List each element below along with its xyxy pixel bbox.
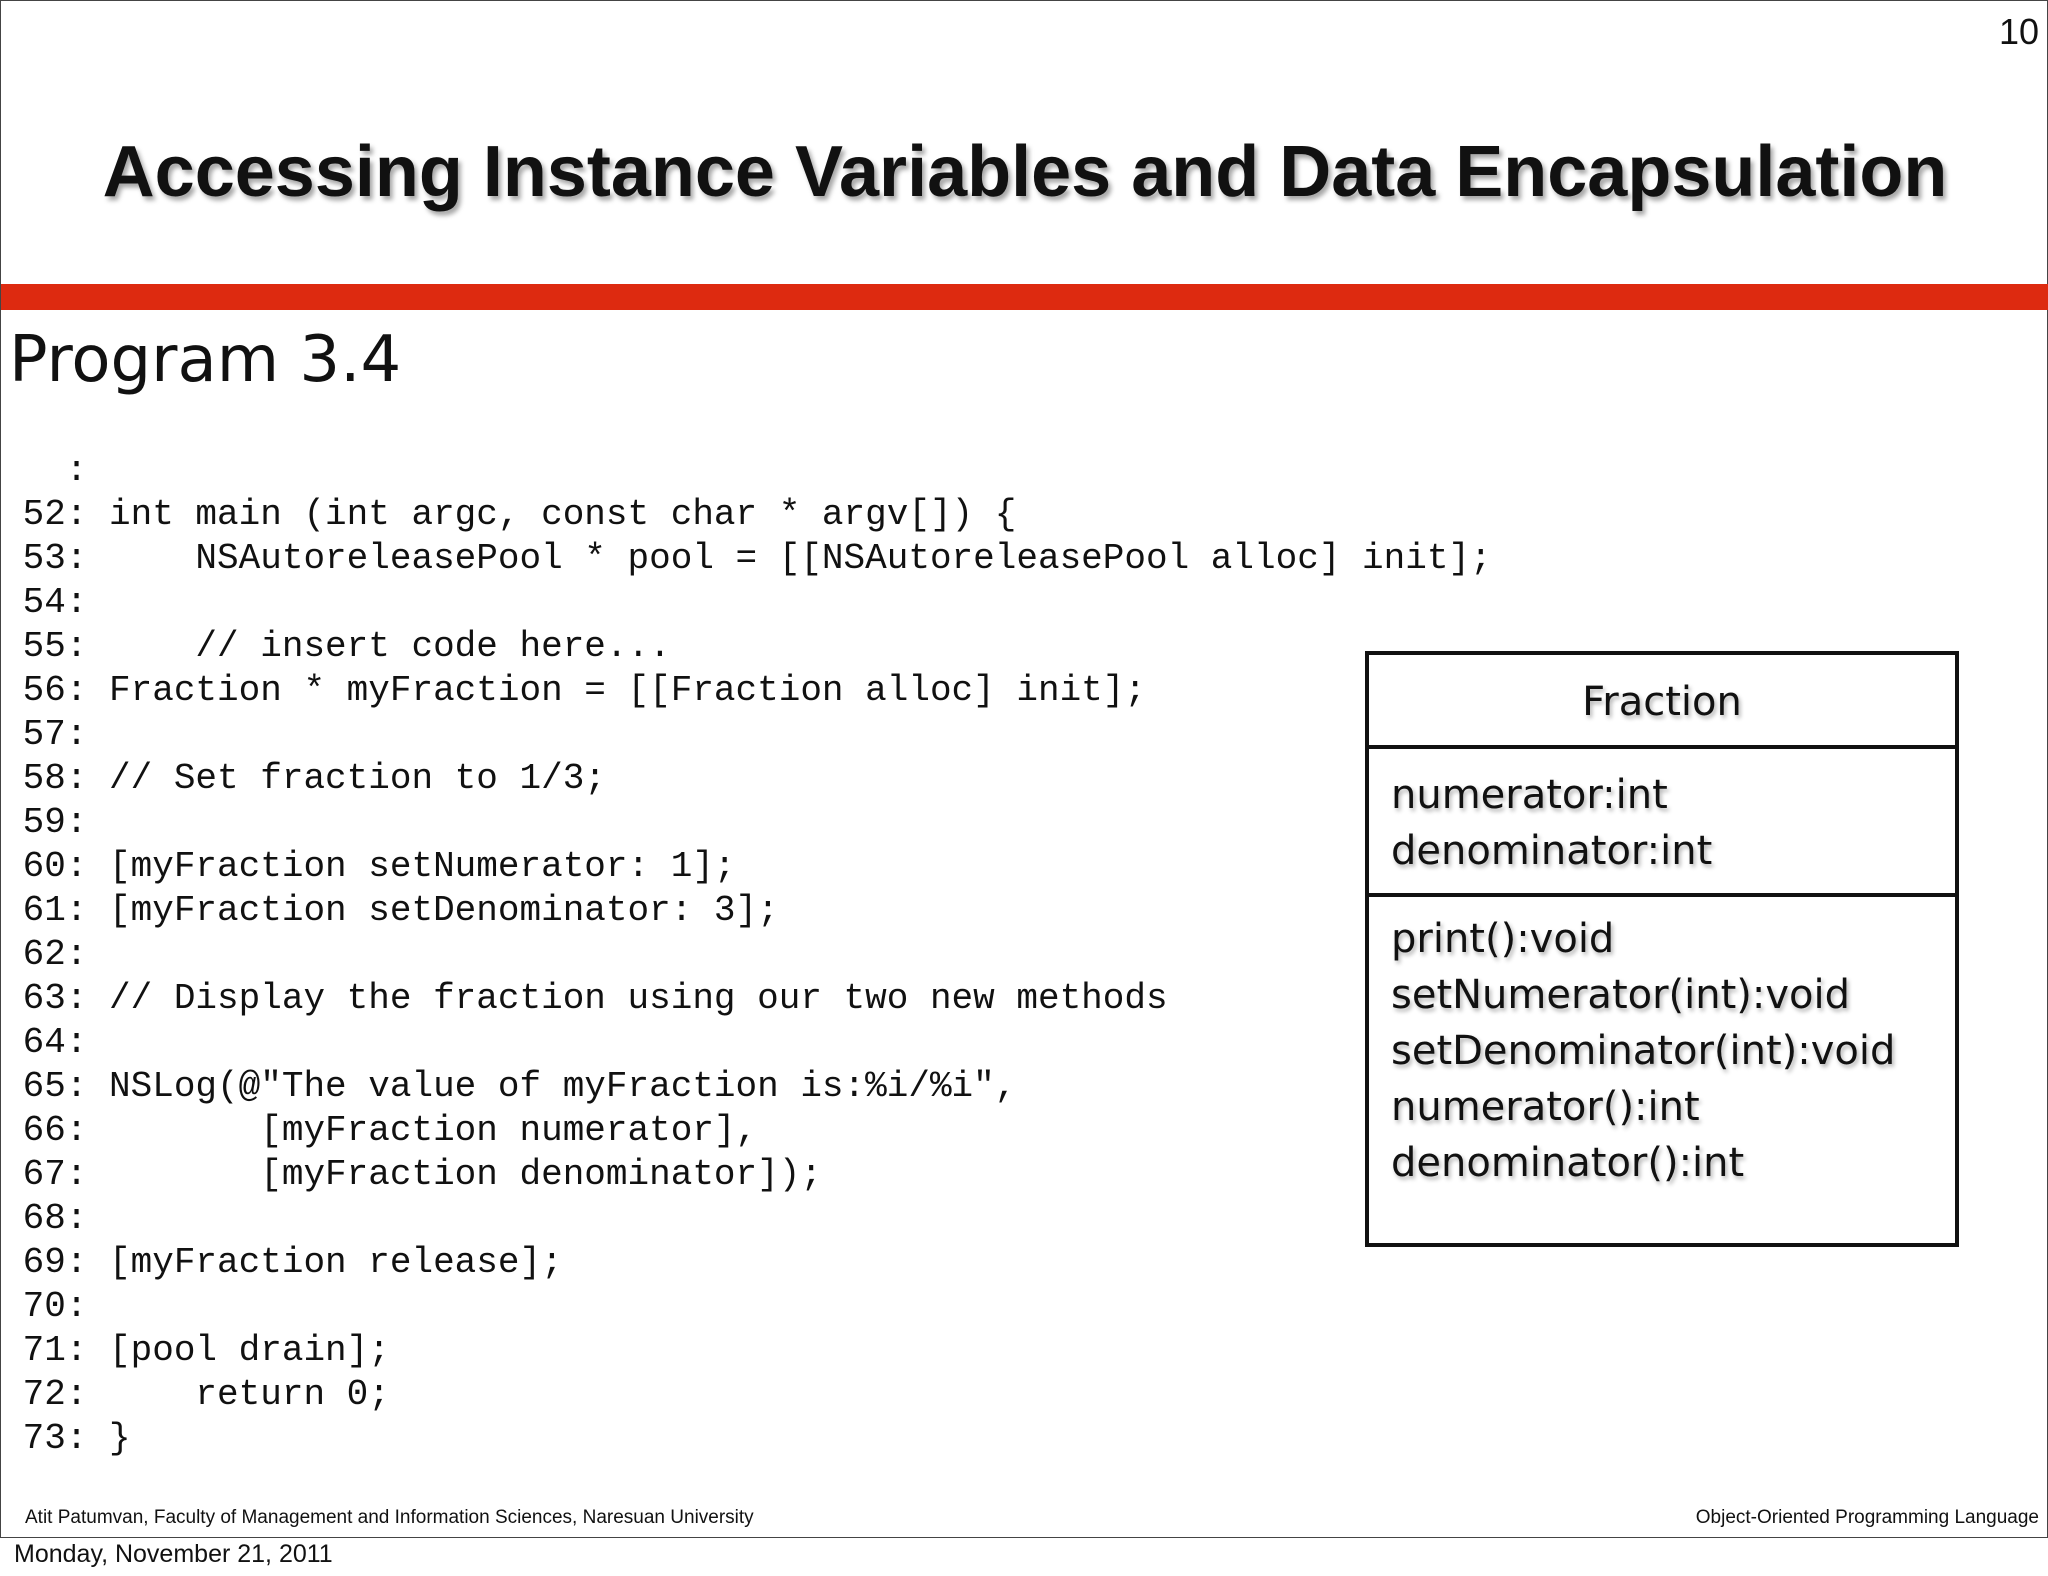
code-line: 63: // Display the fraction using our two new methods: [1, 978, 1168, 1019]
code-line: 62:: [1, 934, 88, 975]
code-line: 61: [myFraction setDenominator: 3];: [1, 890, 779, 931]
code-line: 53: NSAutoreleasePool * pool = [[NSAutoreleasePool alloc] init];: [1, 538, 1492, 579]
uml-attributes: [1369, 749, 1955, 897]
code-line: 54:: [1, 582, 88, 623]
title-divider-band: [1, 284, 2048, 310]
code-line: 65: NSLog(@"The value of myFraction is:%i/%i",: [1, 1066, 1017, 1107]
uml-method: numerator():int: [1391, 1084, 1700, 1130]
code-line: 69: [myFraction release];: [1, 1242, 563, 1283]
uml-class-diagram: [1365, 651, 1959, 1247]
code-line: 59:: [1, 802, 88, 843]
code-line: 72: return 0;: [1, 1374, 390, 1415]
slide-title: Accessing Instance Variables and Data Encapsulation: [102, 132, 1948, 212]
code-listing: [1, 449, 1492, 1461]
code-line: 56: Fraction * myFraction = [[Fraction alloc] init];: [1, 670, 1146, 711]
uml-method: setNumerator(int):void: [1391, 972, 1851, 1018]
footer-course: Object-Oriented Programming Language: [1695, 1507, 2039, 1528]
uml-attribute: denominator:int: [1391, 828, 1713, 874]
code-line: 64:: [1, 1022, 88, 1063]
program-heading: Program 3.4: [9, 323, 402, 397]
uml-class-name: Fraction: [1369, 655, 1955, 749]
code-line: 70:: [1, 1286, 88, 1327]
uml-method: denominator():int: [1391, 1140, 1745, 1186]
code-line: 55: // insert code here...: [1, 626, 671, 667]
footer-author: Atit Patumvan, Faculty of Management and Information Sciences, Naresuan University: [25, 1507, 754, 1528]
code-line: 52: int main (int argc, const char * argv[]) {: [1, 494, 1017, 535]
code-line: :: [1, 450, 88, 491]
uml-attribute: numerator:int: [1391, 772, 1668, 818]
print-date: Monday, November 21, 2011: [14, 1540, 333, 1568]
code-line: 67: [myFraction denominator]);: [1, 1154, 822, 1195]
uml-methods: [1369, 897, 1955, 1191]
code-line: 60: [myFraction setNumerator: 1];: [1, 846, 736, 887]
code-line: 66: [myFraction numerator],: [1, 1110, 758, 1151]
code-line: 57:: [1, 714, 88, 755]
code-line: 58: // Set fraction to 1/3;: [1, 758, 606, 799]
page-number: 10: [1998, 11, 2039, 52]
uml-method: print():void: [1391, 916, 1615, 962]
code-line: 73: }: [1, 1418, 131, 1459]
code-line: 68:: [1, 1198, 88, 1239]
uml-method: setDenominator(int):void: [1391, 1028, 1896, 1074]
code-line: 71: [pool drain];: [1, 1330, 390, 1371]
